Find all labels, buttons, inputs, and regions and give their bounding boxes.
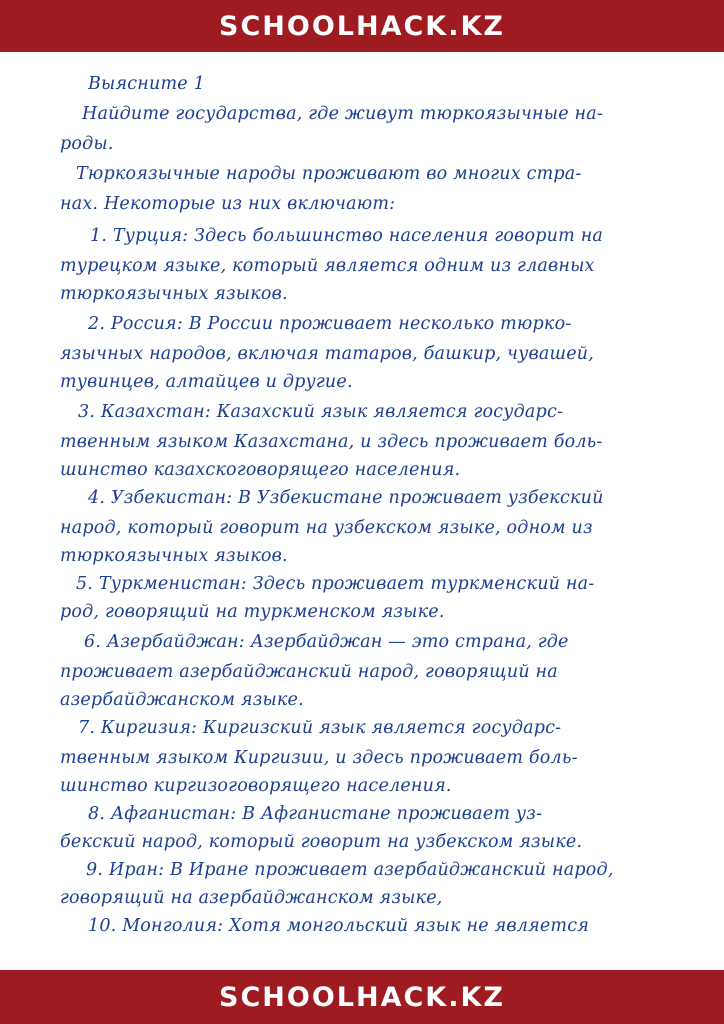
- text-line: тувинцев, алтайцев и другие.: [60, 372, 353, 392]
- text-line: 4. Узбекистан: В Узбекистане проживает узбекский: [88, 488, 604, 508]
- text-line: 5. Туркменистан: Здесь проживает туркменский на-: [76, 574, 595, 594]
- text-line: язычных народов, включая татаров, башкир, чувашей,: [60, 344, 595, 364]
- text-line: шинство киргизоговорящего населения.: [60, 776, 452, 796]
- site-banner-bottom: [0, 970, 724, 1024]
- text-line: роды.: [60, 134, 114, 154]
- text-line: тюркоязычных языков.: [60, 546, 288, 566]
- text-line: Выясните 1: [88, 74, 205, 94]
- text-line: 9. Иран: В Иране проживает азербайджанский народ,: [86, 860, 614, 880]
- text-line: проживает азербайджанский народ, говорящий на: [60, 662, 558, 682]
- site-name-top: SCHOOLHACK.KZ: [219, 10, 505, 42]
- text-line: 1. Турция: Здесь большинство населения говорит на: [90, 226, 604, 246]
- text-line: бекский народ, который говорит на узбекском языке.: [60, 832, 583, 852]
- text-line: твенным языком Казахстана, и здесь проживает боль-: [60, 432, 603, 452]
- site-name-bottom: SCHOOLHACK.KZ: [219, 981, 505, 1013]
- text-line: Тюркоязычные народы проживают во многих стра-: [76, 164, 582, 184]
- text-line: род, говорящий на туркменском языке.: [60, 602, 445, 622]
- text-line: Найдите государства, где живут тюркоязычные на-: [82, 104, 603, 124]
- text-line: твенным языком Киргизии, и здесь проживает боль-: [60, 748, 578, 768]
- text-line: 6. Азербайджан: Азербайджан — это страна, где: [84, 632, 569, 652]
- text-line: шинство казахскоговорящего населения.: [60, 460, 461, 480]
- site-banner-top: [0, 0, 724, 52]
- text-line: говорящий на азербайджанском языке,: [60, 888, 443, 908]
- text-line: нах. Некоторые из них включают:: [60, 194, 396, 214]
- handwritten-page: [60, 70, 670, 950]
- text-line: 2. Россия: В России проживает несколько тюрко-: [88, 314, 572, 334]
- text-line: 3. Казахстан: Казахский язык является государс-: [78, 402, 564, 422]
- text-line: 7. Киргизия: Киргизский язык является государс-: [78, 718, 562, 738]
- text-line: 10. Монголия: Хотя монгольский язык не является: [88, 916, 590, 936]
- text-line: 8. Афганистан: В Афганистане проживает уз-: [88, 804, 543, 824]
- text-line: тюркоязычных языков.: [60, 284, 288, 304]
- text-line: народ, который говорит на узбекском языке, одном из: [60, 518, 593, 538]
- text-line: турецком языке, который является одним из главных: [60, 256, 595, 276]
- text-line: азербайджанском языке.: [60, 690, 304, 710]
